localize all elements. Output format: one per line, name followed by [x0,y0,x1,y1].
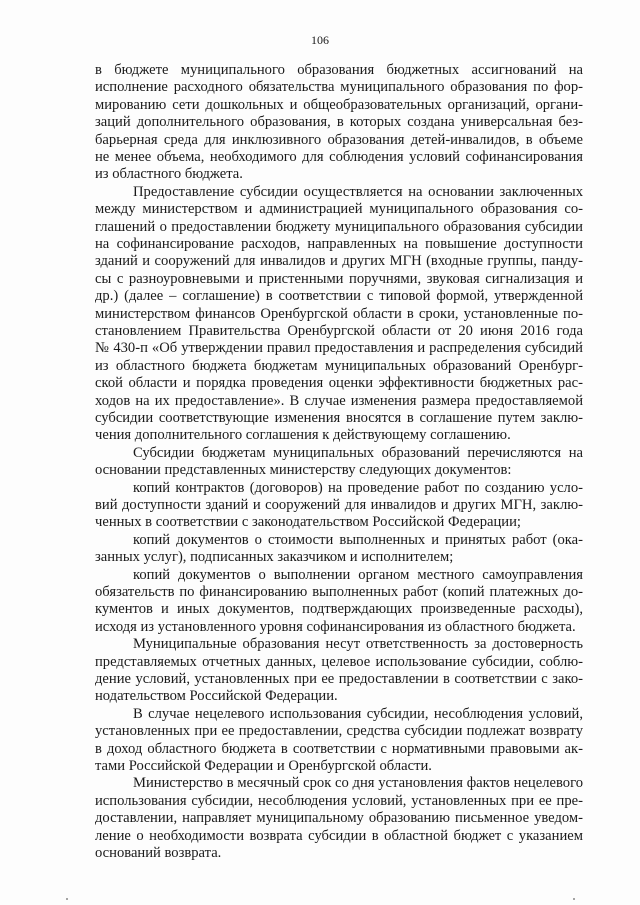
paragraph-9-line: использования субсидии, несоблюдения условий, установленных при ее пре- [95,792,583,809]
paragraph-5-line: занных услуг), подписанных заказчиком и исполнителем; [95,549,454,566]
paragraph-2-line: глашений о предоставлении бюджету муниципального образования субсидии [95,218,583,235]
paragraph-2-line: Предоставление субсидии осуществляется на основании заключенных [133,183,583,200]
paragraph-2-line: из областного бюджета бюджетам муниципальных образований Оренбург- [95,357,583,374]
paragraph-1-line: не менее объема, необходимого для соблюдения условий софинансирования [95,149,583,165]
paragraph-2-line: министерством финансов Оренбургской области в сроки, установленные по- [95,305,583,322]
paragraph-4-line: ченных в соответствии с законодательством Российской Федерации; [95,514,521,531]
scan-speck [66,898,68,900]
paragraph-7-line: нодательством Российской Федерации. [95,688,338,705]
paragraph-7-line: дение условий, установленных при ее предоставлении в соответствии с зако- [95,671,583,687]
paragraph-2-line: ходов на их предоставление». В случае изменения размера предоставляемой [95,392,583,409]
paragraph-1-line: из областного бюджета. [95,166,243,183]
paragraph-8-line: в доход областного бюджета в соответствии с нормативными правовыми ак- [95,740,583,757]
paragraph-9-line: ление о необходимости возврата субсидии в областной бюджет с указанием [95,827,583,844]
paragraph-2-line: ской области и порядка проведения оценки эффективности бюджетных рас- [95,375,583,392]
paragraph-6-line: исходя из установленного уровня софинансирования из областного бюджета. [95,618,576,635]
paragraph-5-line: копий документов о стоимости выполненных и принятых работ (ока- [133,531,583,548]
paragraph-4-line: копий контрактов (договоров) на проведение работ по созданию усло- [133,479,583,496]
paragraph-2-line: чения дополнительного соглашения к действующему соглашению. [95,427,511,444]
paragraph-2-line: № 430-п «Об утверждении правил предоставления и распределения субсидий [95,340,583,357]
paragraph-2-line: др.) (далее – соглашение) в соответствии с типовой формой, утвержденной [95,288,583,305]
paragraph-1-line: в бюджете муниципального образования бюджетных ассигнований на [95,62,583,78]
paragraph-2-line: между министерством и администрацией муниципального образования со- [95,201,583,218]
paragraph-2-line: сы с разноуровневыми и пристенными поручнями, звуковая сигнализация и [95,270,583,287]
paragraph-1-line: барьерная среда для инклюзивного образования детей-инвалидов, в объеме [95,131,583,148]
paragraph-1-line: исполнение расходного обязательства муниципального образования по фор- [95,79,583,96]
paragraph-7-line: представляемых отчетных данных, целевое использование субсидии, соблю- [95,653,583,670]
paragraph-3-line: основании представленных министерству следующих документов: [95,462,512,479]
paragraph-6-line: копий документов о выполнении органом местного самоуправления [133,566,583,583]
paragraph-4-line: вий доступности зданий и сооружений для инвалидов и других МГН, заклю- [95,497,583,513]
paragraph-9-line: Министерство в месячный срок со дня установления фактов нецелевого [133,775,583,792]
paragraph-1-line: заций дополнительного образования, в которых создана универсальная без- [95,114,583,131]
paragraph-1-line: мированию сети дошкольных и общеобразовательных организаций, органи- [95,96,583,113]
paragraph-8-line: тами Российской Федерации и Оренбургской области. [95,758,432,774]
paragraph-3-line: Субсидии бюджетам муниципальных образований перечисляются на [133,444,583,461]
paragraph-2-line: становлением Правительства Оренбургской области от 20 июня 2016 года [95,323,583,339]
scan-speck [573,898,575,900]
paragraph-2-line: на софинансирование расходов, направленных на повышение доступности [95,236,583,252]
paragraph-9-line: доставлении, направляет муниципальному образованию письменное уведом- [95,810,583,827]
paragraph-7-line: Муниципальные образования несут ответственность за достоверность [133,636,583,653]
paragraph-2-line: субсидии соответствующие изменения вносятся в соглашение путем заклю- [95,410,583,426]
paragraph-6-line: обязательств по финансированию выполненных работ (копий платежных до- [95,584,583,600]
page-number: 106 [311,33,329,47]
paragraph-9-line: оснований возврата. [95,845,222,861]
paragraph-2-line: зданий и сооружений для инвалидов и других МГН (входные группы, панду- [95,253,583,270]
paragraph-8-line: В случае нецелевого использования субсидии, несоблюдения условий, [133,705,583,722]
paragraph-6-line: кументов и иных документов, подтверждающих произведенные расходы), [95,601,583,618]
paragraph-8-line: установленных при ее предоставлении, средства субсидии подлежат возврату [95,723,583,740]
